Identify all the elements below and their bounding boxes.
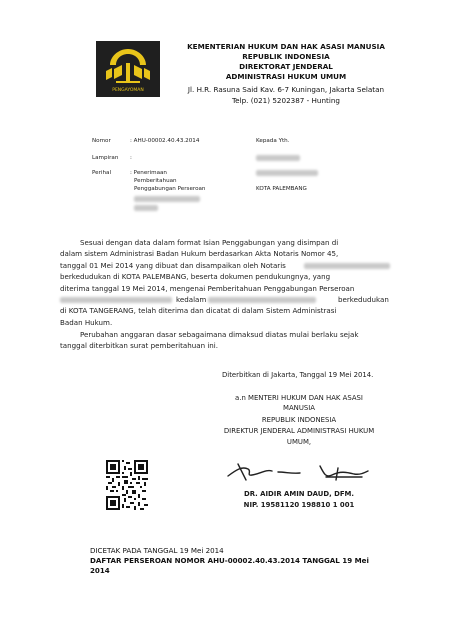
redacted-recipient-name [256,155,300,161]
body-line: kedalam [176,295,207,304]
header-directorate: DIREKTORAT JENDERAL [239,62,333,71]
redacted-company-line2 [134,205,158,211]
signatory-nip: NIP. 19581120 198810 1 001 [243,501,355,509]
body-line: tanggal diterbitkan surat pemberitahuan ini. [60,341,219,351]
register-number-line2: 2014 [90,566,110,575]
ministry-logo [96,41,160,97]
print-date: DICETAK PADA TANGGAL 19 Mei 2014 [90,546,224,555]
redacted-company-line1 [134,196,200,202]
redacted-merging-company [60,297,172,303]
redacted-notary-name [304,263,390,269]
perihal-label: Perihal [92,170,111,176]
header-address: Jl. H.R. Rasuna Said Kav. 6-7 Kuningan, Jakarta Selatan [187,85,385,94]
handwritten-signature [222,460,374,486]
header-ministry: KEMENTERIAN HUKUM DAN HAK ASASI MANUSIA [187,42,385,51]
header-country: REPUBLIK INDONESIA [242,52,330,61]
signatory-title-1: a.n MENTERI HUKUM DAN HAK ASASI [235,394,363,402]
header-division: ADMINISTRASI HUKUM UMUM [225,72,347,81]
body-line: berkedudukan di KOTA PALEMBANG, beserta dokumen pendukungnya, yang [60,272,331,282]
logo-caption: PENGAYOMAN [112,88,144,93]
redacted-surviving-company [208,297,316,303]
recipient-city: KOTA PALEMBANG [256,186,307,192]
body-line: diterima tanggal 19 Mei 2014, mengenai Pemberitahuan Penggabungan Perseroan [60,283,355,293]
header-phone: Telp. (021) 5202387 - Hunting [232,96,340,105]
perihal-line2: Pemberitahuan [134,178,177,184]
signatory-title-5: UMUM, [286,438,312,446]
issued-place-date: Diterbitkan di Jakarta, Tanggal 19 Mei 2014. [222,371,374,379]
nomor-value: : AHU-00002.40.43.2014 [130,138,200,144]
signatory-title-3: REPUBLIK INDONESIA [261,416,337,424]
recipient-label: Kepada Yth. [256,138,290,144]
signatory-title-2: MANUSIA [283,404,315,412]
letter-body [60,237,394,357]
perihal-line1: : Penerimaan [130,170,167,176]
body-line: dalam sistem Administrasi Badan Hukum berdasarkan Akta Notaris Nomor 45, [60,249,339,259]
lampiran-value: : [130,155,132,161]
nomor-label: Nomor [92,138,111,144]
qr-code [106,460,148,510]
body-line: berkedudukan [338,295,389,304]
body-line: di KOTA TANGERANG, telah diterima dan dicatat di dalam Sistem Administrasi [60,306,337,316]
body-line: Sesuai dengan data dalam format Isian Penggabungan yang disimpan di [80,238,339,247]
signatory-title-4: DIREKTUR JENDERAL ADMINISTRASI HUKUM [223,427,375,435]
body-line: tanggal 01 Mei 2014 yang dibuat dan disampaikan oleh Notaris [60,260,286,270]
signatory-name: DR. AIDIR AMIN DAUD, DFM. [243,490,355,498]
body-line: Perubahan anggaran dasar sebagaimana dimaksud diatas mulai berlaku sejak [80,330,359,339]
body-line: Badan Hukum. [60,317,113,327]
lampiran-label: Lampiran [92,155,119,161]
perihal-line3: Penggabungan Perseroan [134,186,206,192]
register-number-line1: DAFTAR PERSEROAN NOMOR AHU-00002.40.43.2014 TANGGAL 19 Mei [90,556,369,565]
redacted-recipient-address [256,170,318,176]
